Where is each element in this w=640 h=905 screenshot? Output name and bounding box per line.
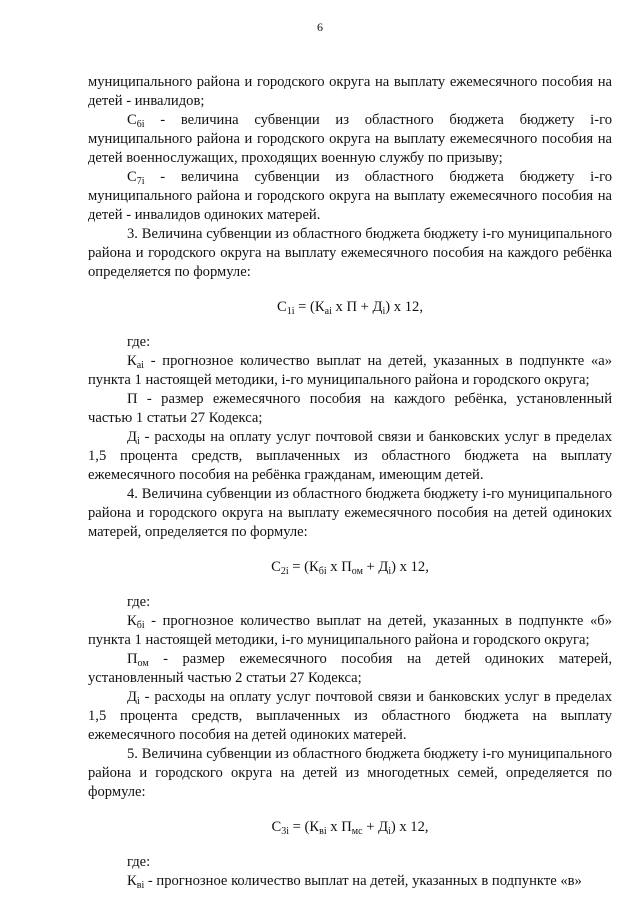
paragraph: $С_{7i}$ - величина субвенции из областного бюджета бюджету i-го муниципального района и городского округа на выплату ежемесячного пособия на детей - инвалидов одиноких матерей.	[88, 169, 612, 223]
definition: П - размер ежемесячного пособия на каждого ребёнка, установленный частью 1 статьи 27 Кодекса;	[88, 391, 612, 426]
formula-3: $С_{3i} = (К_{вi}$ x $П_{мс} + Д_i$) x 12,	[271, 819, 429, 837]
where-label: где:	[127, 334, 151, 350]
definition: $К_{аi}$ - прогнозное количество выплат на детей, указанных в подпункте «а» пункта 1 настоящей методики, i-го муниципального района и городского округа;	[88, 353, 612, 388]
document-body	[88, 73, 612, 891]
paragraph: 5. Величина субвенции из областного бюджета бюджету i-го муниципального района и городского округа на детей из многодетных семей, определяется по формуле:	[88, 746, 612, 800]
formula-2: $С_{2i} = (К_{бi}$ x $П_{ом} + Д_i$) x 12,	[271, 559, 429, 577]
where-label: где:	[127, 594, 151, 610]
definition: $Д_i$ - расходы на оплату услуг почтовой связи и банковских услуг в пределах 1,5 процента средств, выплаченных из областного бюджета на выплату ежемесячного пособия на ребёнка гражданам, имеющим детей.	[88, 429, 612, 483]
paragraph: 4. Величина субвенции из областного бюджета бюджету i-го муниципального района и городского округа на выплату ежемесячного пособия на детей одиноких матерей, определяется по формуле:	[88, 486, 612, 540]
paragraph: муниципального района и городского округа на выплату ежемесячного пособия на детей - инвалидов;	[88, 74, 612, 109]
symbol-c6: $С_{6i}$	[127, 112, 145, 130]
paragraph: $С_{6i}$ - величина субвенции из областного бюджета бюджету i-го муниципального района и городского округа на выплату ежемесячного пособия на детей военнослужащих, проходящих военную службу по призыву;	[88, 112, 612, 166]
definition: $К_{вi}$ - прогнозное количество выплат на детей, указанных в подпункте «в»	[127, 873, 582, 891]
definition: $К_{бi}$ - прогнозное количество выплат на детей, указанных в подпункте «б» пункта 1 настоящей методики, i-го муниципального района и городского округа;	[88, 613, 612, 648]
definition: $П_{ом}$ - размер ежемесячного пособия на детей одиноких матерей, установленный частью 2 статьи 27 Кодекса;	[88, 651, 612, 686]
where-label: где:	[127, 854, 151, 870]
paragraph: 3. Величина субвенции из областного бюджета бюджету i-го муниципального района и городского округа на выплату ежемесячного пособия на каждого ребёнка определяется по формуле:	[88, 226, 612, 280]
symbol-c7: $С_{7i}$	[127, 169, 145, 187]
formula-1: $С_{1i} = (К_{аi}$ x $П + Д_i$) x 12,	[277, 299, 423, 317]
definition: $Д_i$ - расходы на оплату услуг почтовой связи и банковских услуг в пределах 1,5 процента средств, выплаченных из областного бюджета на выплату ежемесячного пособия на детей одиноких матерей.	[88, 689, 612, 743]
page-number: 6	[317, 20, 323, 34]
